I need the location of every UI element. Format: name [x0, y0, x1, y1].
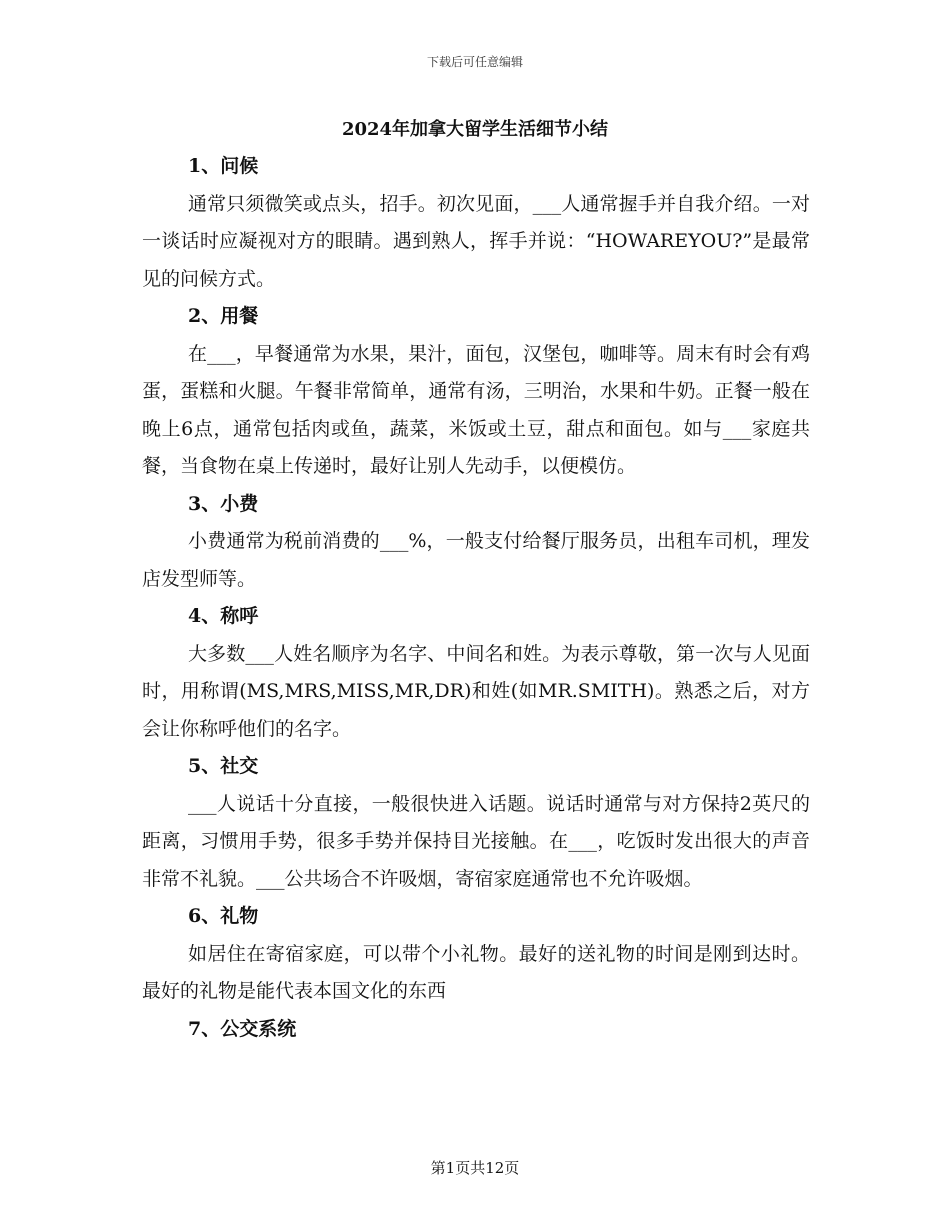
- section-heading: 2、用餐: [188, 305, 259, 327]
- section-heading: 4、称呼: [188, 605, 259, 627]
- section-heading: 6、礼物: [188, 905, 259, 927]
- page-header-note: 下载后可任意编辑: [426, 55, 523, 69]
- section-paragraph: 通常只须微笑或点头，招手。初次见面，___人通常握手并自我介绍。一对一谈话时应凝视对方的眼睛。遇到熟人，挥手并说：“HOWAREYOU?”是最常见的问候方式。: [142, 192, 810, 290]
- document-body: [142, 148, 810, 1048]
- document-title: 2024年加拿大留学生活细节小结: [341, 119, 609, 140]
- section-paragraph: ___人说话十分直接，一般很快进入话题。说话时通常与对方保持2英尺的距离，习惯用手势，很多手势并保持目光接触。在___，吃饭时发出很大的声音非常不礼貌。___公共场合不许吸烟，寄宿家庭通常也不允许吸烟。: [142, 792, 810, 890]
- section-paragraph: 在___，早餐通常为水果，果汁，面包，汉堡包，咖啡等。周末有时会有鸡蛋，蛋糕和火腿。午餐非常简单，通常有汤，三明治，水果和牛奶。正餐一般在晚上6点，通常包括肉或鱼，蔬菜，米饭或土豆，甜点和面包。如与___家庭共餐，当食物在桌上传递时，最好让别人先动手，以便模仿。: [142, 342, 810, 477]
- section-heading: 3、小费: [188, 492, 259, 515]
- section-heading: 5、社交: [188, 755, 259, 777]
- section-heading: 7、公交系统: [188, 1017, 297, 1040]
- page-number: 第1页共12页: [430, 1159, 520, 1177]
- section-paragraph: 如居住在寄宿家庭，可以带个小礼物。最好的送礼物的时间是刚到达时。最好的礼物是能代表本国文化的东西: [142, 942, 810, 1002]
- section-paragraph: 大多数___人姓名顺序为名字、中间名和姓。为表示尊敬，第一次与人见面时，用称谓(MS,MRS,MISS,MR,DR)和姓(如MR.SMITH)。熟悉之后，对方会让你称呼他们的名字。: [142, 642, 810, 740]
- section-paragraph: 小费通常为税前消费的___%，一般支付给餐厅服务员，出租车司机，理发店发型师等。: [142, 530, 810, 590]
- section-heading: 1、问候: [188, 155, 259, 177]
